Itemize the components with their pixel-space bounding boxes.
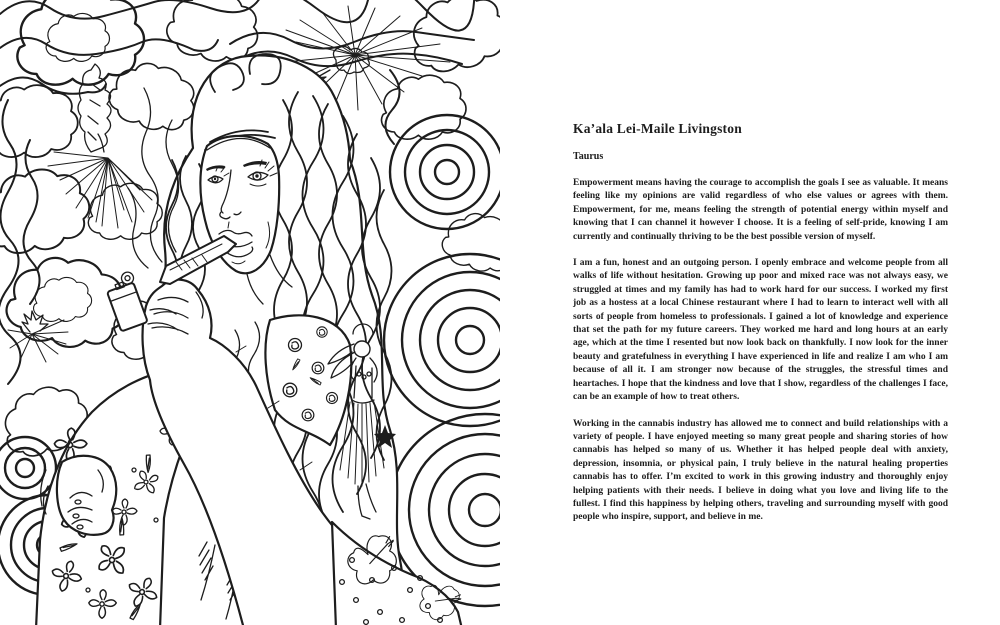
fist-hand xyxy=(57,456,116,535)
bio-text xyxy=(573,177,948,525)
zodiac-sign: Taurus xyxy=(573,151,604,162)
smoke-wisps xyxy=(128,88,179,268)
bio-paragraph: Empowerment means having the courage to accomplish the goals I see as valuable. It means feeling like my opinions are valid regardless of who else values or agrees with them. Empowerment, for me, means feeling the strength of potential energy within myself and knowing that I can channel it however I choose. It is a feeling of self-pride, knowing I am currently and continually thriving to be the best possible version of myself. xyxy=(573,178,948,242)
bio-paragraph: I am a fun, honest and an outgoing person. I openly embrace and welcome people from all walks of life without hesitation. Growing up poor and mixed race was not always easy, we struggled at times and my family has had to work hard for our success. I worked my first job as a hostess at a local Chinese restaurant where I had to learn to interact well with all sorts of people from homeless to professionals. I gained a lot of knowledge and experience that set the path for my future careers. They worked me hard and long hours at an early age, which at the time I resented but now look back on thankfully. I now look for the inner beauty and gratefulness in everything I have experienced in life and realize I am who I am because of all it. I am stronger now because of the struggles, the stressful times and heartaches. I hope that the kindness and love that I show, regardless of the challenges I face, can be an example of how to treat others. xyxy=(573,258,948,403)
bio-paragraph: Working in the cannabis industry has allowed me to connect and build relationships with a variety of people. I have enjoyed meeting so many great people and sharing stories of how cannabis has helped so many of us. Whether it has helped people deal with anxiety, depression, insomnia, or physical pain, I truly believe in the natural healing properties cannabis has to offer. I’m excited to work in this growing industry and thoroughly enjoy helping patients with their needs. I believe in doing what you love and living life to the fullest. I find this happiness by helping others, traveling and surrounding myself with good people who inspire, support, and believe in me. xyxy=(573,418,948,523)
cannabis-bud-icon xyxy=(48,64,152,228)
page-title: Ka’ala Lei-Maile Livingston xyxy=(573,121,742,136)
profile-page xyxy=(500,0,1000,625)
